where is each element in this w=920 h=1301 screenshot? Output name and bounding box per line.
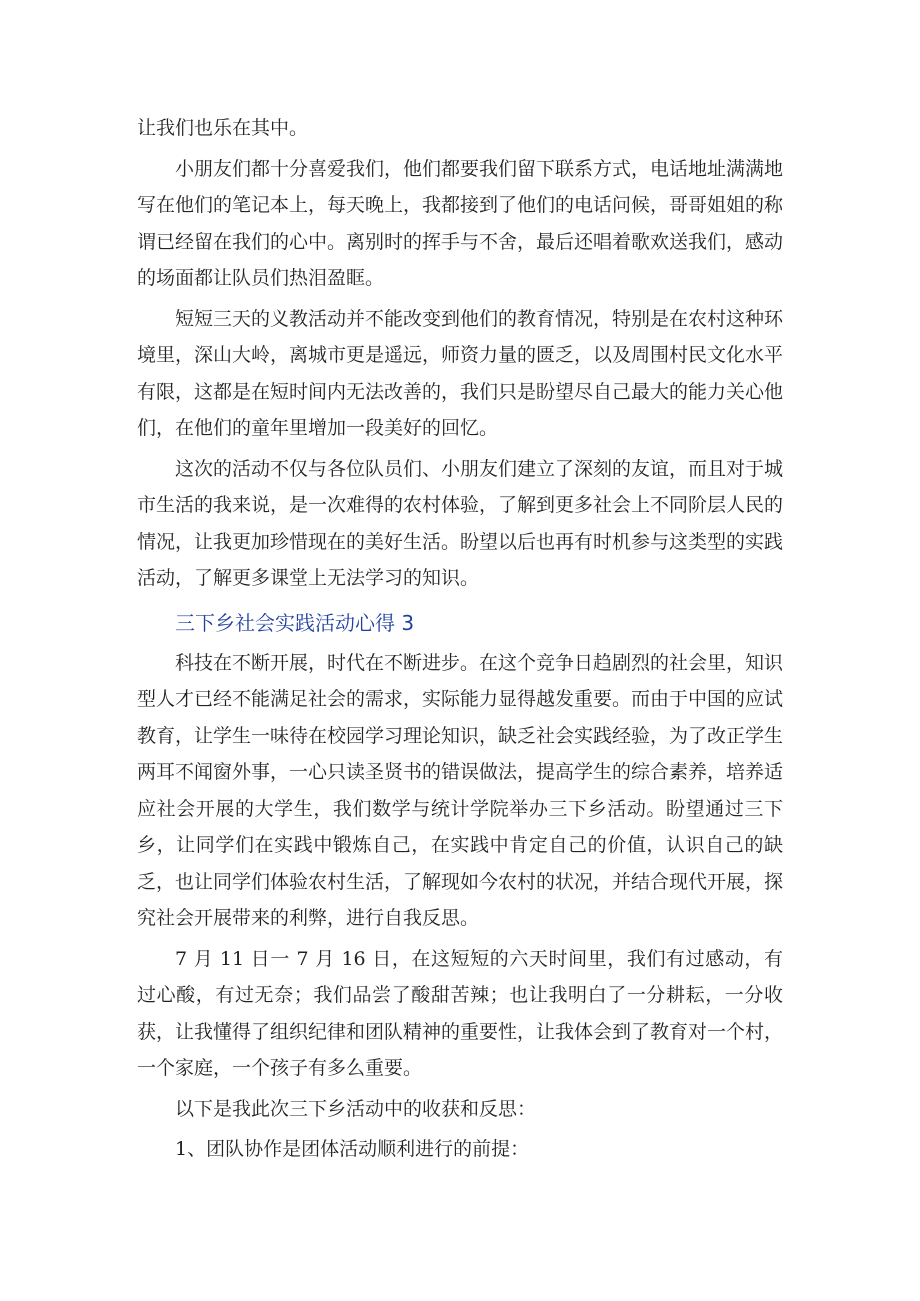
paragraph-teaching-limits: 短短三天的义教活动并不能改变到他们的教育情况，特别是在农村这种环境里，深山大岭，离城市更是遥远，师资力量的匮乏，以及周围村民文化水平有限，这都是在短时间内无法改善的，我们只是盼望尽自己最大的能力关心他们，在他们的童年里增加一段美好的回忆。 [137,307,784,439]
section-heading: 三下乡社会实践活动心得 3 [175,610,415,635]
paragraph-continuation: 让我们也乐在其中。 [137,117,309,139]
document-body [137,110,783,1168]
paragraph-children-contact: 小朋友们都十分喜爱我们，他们都要我们留下联系方式，电话地址满满地写在他们的笔记本上，每天晚上，我都接到了他们的电话问候，哥哥姐姐的称谓已经留在我们的心中。离别时的挥手与不舍，最后还唱着歌欢送我们，感动的场面都让队员们热泪盈眶。 [137,157,784,289]
paragraph-intro: 科技在不断开展，时代在不断进步。在这个竞争日趋剧烈的社会里，知识型人才已经不能满足社会的需求，实际能力显得越发重要。而由于中国的应试教育，让学生一味待在校园学习理论知识，缺乏社会实践经验，为了改正学生两耳不闻窗外事，一心只读圣贤书的错误做法，提高学生的综合素养，培养适应社会开展的大学生，我们数学与统计学院举办三下乡活动。盼望通过三下乡，让同学们在实践中锻炼自己，在实践中肯定自己的价值，认识自己的缺乏，也让同学们体验农村生活，了解现如今农村的状况，并结合现代开展，探究社会开展带来的利弊，进行自我反思。 [137,651,784,929]
paragraph-friendship: 这次的活动不仅与各位队员们、小朋友们建立了深刻的友谊，而且对于城市生活的我来说，是一次难得的农村体验，了解到更多社会上不同阶层人民的情况，让我更加珍惜现在的美好生活。盼望以后也再有时机参与这类型的实践活动，了解更多课堂上无法学习的知识。 [137,457,784,589]
paragraph-summary-lead: 以下是我此次三下乡活动中的收获和反思： [175,1097,537,1120]
paragraph-dates: 7 月 11 日一 7 月 16 日，在这短短的六天时间里，我们有过感动，有过心酸，有过无奈；我们品尝了酸甜苦辣；也让我明白了一分耕耘，一分收获，让我懂得了组织纪律和团队精神的重要性，让我体会到了教育对一个村，一个家庭，一个孩子有多么重要。 [137,947,784,1079]
list-item-teamwork: 1、团队协作是团体活动顺利进行的前提： [175,1138,530,1160]
